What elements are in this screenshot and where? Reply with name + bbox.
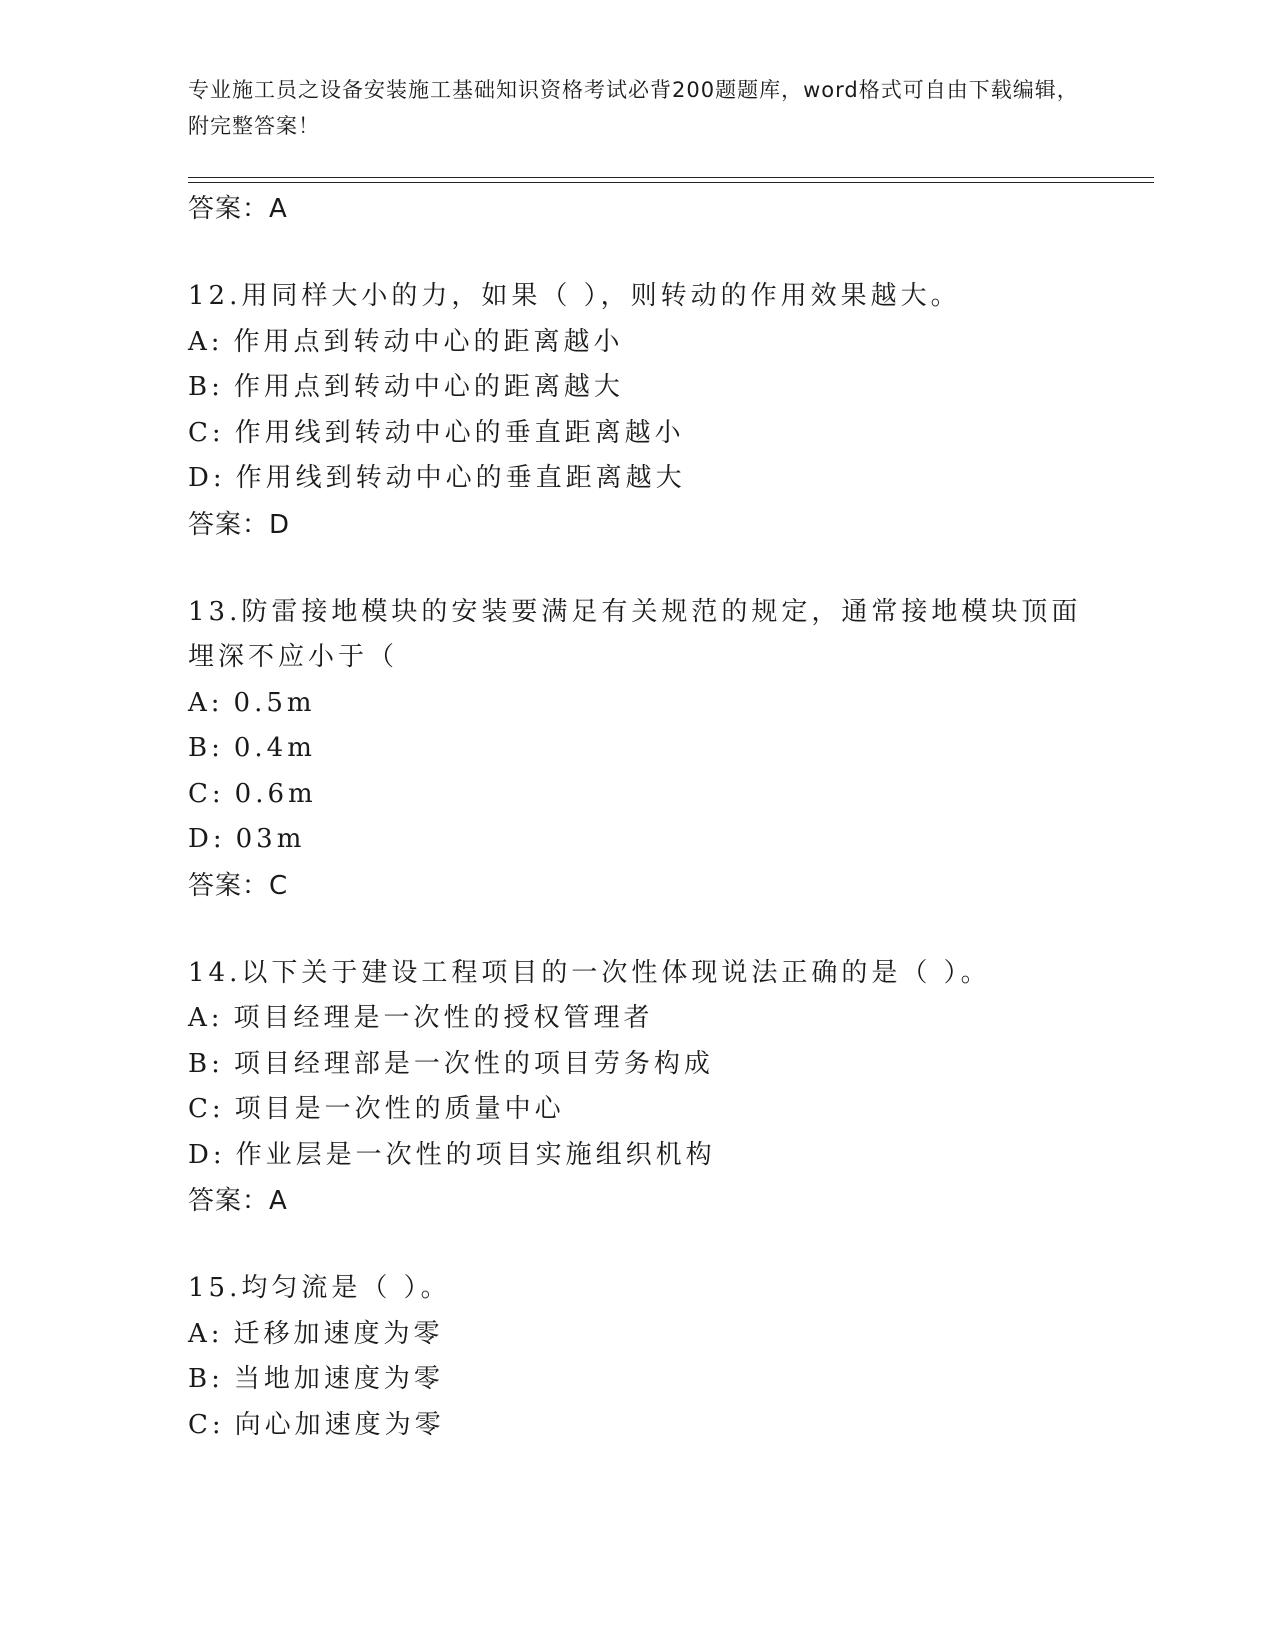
option-a: A: 迁移加速度为零 [188,1318,444,1349]
question-item [188,1266,1148,1448]
answer-line: 答案：D [188,509,291,540]
question-stem: 12.用同样大小的力，如果（ ），则转动的作用效果越大。 [188,281,961,311]
option-c: C: 0.6m [188,778,317,809]
option-a: A: 作用点到转动中心的距离越小 [188,326,624,357]
question-item [188,951,1148,1225]
header-rule-top [188,177,1154,178]
option-d: D: 作业层是一次性的项目实施组织机构 [188,1139,716,1170]
option-c: C: 作用线到转动中心的垂直距离越小 [188,417,685,448]
answer-line: 答案：A [188,194,288,224]
answer-line: 答案：C [188,870,289,901]
option-b: B: 当地加速度为零 [188,1364,444,1394]
option-d: D: 03m [188,824,306,854]
question-stem: 13.防雷接地模块的安装要满足有关规范的规定，通常接地模块顶面埋深不应小于（ [188,596,1082,672]
option-b: B: 0.4m [188,733,316,763]
option-a: A: 项目经理是一次性的授权管理者 [188,1003,654,1033]
option-a: A: 0.5m [188,687,316,718]
option-b: B: 作用点到转动中心的距离越大 [188,372,624,402]
question-list [188,186,1148,1490]
option-d: D: 作用线到转动中心的垂直距离越大 [188,463,686,493]
question-stem: 15.均匀流是（ ）。 [188,1273,451,1303]
question-item [188,590,1148,909]
question-stem: 14.以下关于建设工程项目的一次性体现说法正确的是（ ）。 [188,957,991,988]
document-header: 专业施工员之设备安装施工基础知识资格考试必背200题题库，word格式可自由下载编辑，附完整答案！ [188,78,1079,138]
option-b: B: 项目经理部是一次性的项目劳务构成 [188,1048,714,1079]
question-item [188,274,1148,548]
option-c: C: 向心加速度为零 [188,1409,445,1440]
option-c: C: 项目是一次性的质量中心 [188,1094,565,1124]
header-rule-bottom [188,182,1154,183]
answer-line: 答案：A [188,1186,288,1216]
